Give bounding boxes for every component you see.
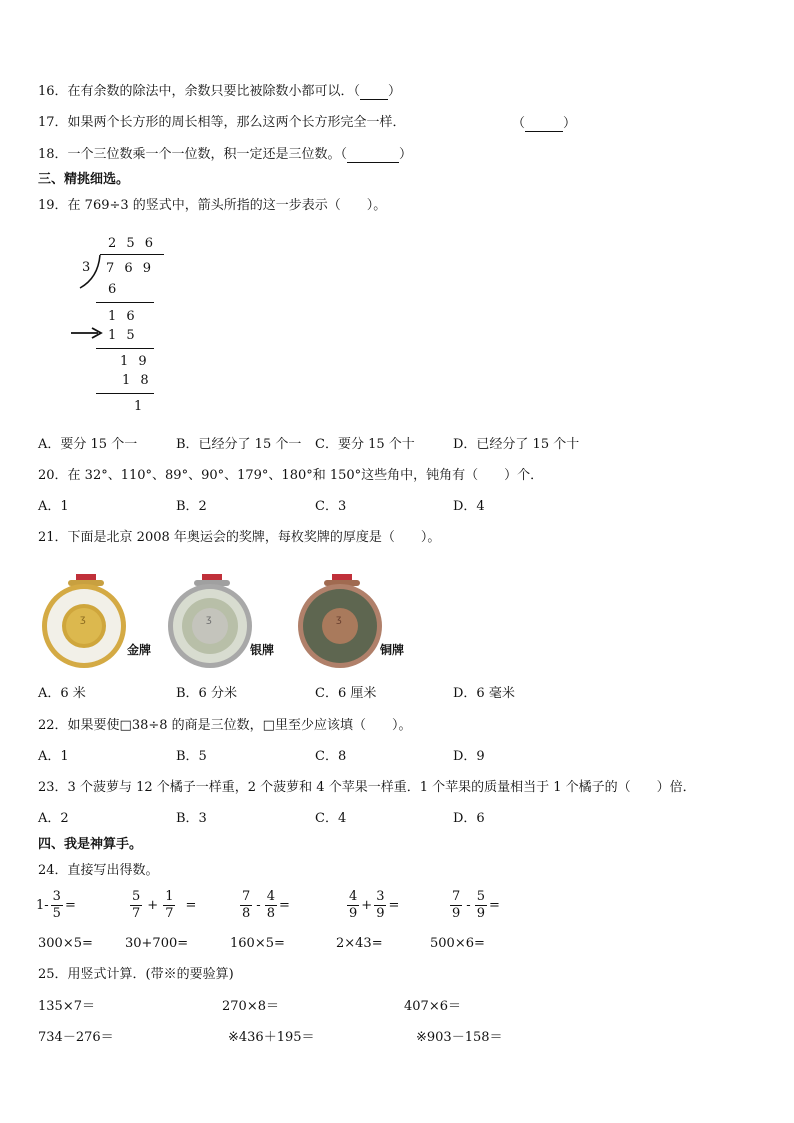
fraction-expr-3 bbox=[238, 889, 290, 922]
remainder: 1 bbox=[134, 399, 146, 414]
equals-sign: = bbox=[388, 898, 400, 913]
division-bar bbox=[100, 254, 164, 255]
step-4: 1 9 bbox=[120, 354, 150, 369]
denominator: 9 bbox=[476, 906, 485, 921]
q18-text: 18．一个三位数乘一个一位数，积一定还是三位数。（ bbox=[38, 147, 348, 162]
numerator: 7 bbox=[452, 889, 461, 904]
vertical-calc-1: 135×7＝ bbox=[38, 999, 95, 1014]
question-24-stem: 24．直接写出得数。 bbox=[38, 863, 159, 878]
bronze-medal-label: 铜牌 bbox=[380, 643, 405, 657]
denominator: 8 bbox=[242, 906, 251, 921]
denominator: 7 bbox=[165, 906, 174, 921]
denominator: 5 bbox=[52, 906, 61, 921]
fraction bbox=[374, 889, 386, 922]
calc-3: 160×5= bbox=[230, 936, 285, 951]
question-25-stem: 25．用竖式计算．(带※的要验算) bbox=[38, 967, 234, 982]
numerator: 4 bbox=[349, 889, 358, 904]
fraction bbox=[130, 889, 142, 922]
q22-option-a[interactable]: A．1 bbox=[38, 749, 69, 764]
denominator: 8 bbox=[266, 906, 275, 921]
answer-blank[interactable] bbox=[525, 115, 563, 132]
fraction-expr-5 bbox=[448, 889, 500, 922]
numerator: 5 bbox=[132, 889, 141, 904]
fraction-expr-4 bbox=[345, 889, 399, 922]
vertical-calc-4: 734－276＝ bbox=[38, 1030, 114, 1045]
fraction bbox=[240, 889, 252, 922]
answer-blank[interactable] bbox=[347, 146, 399, 163]
q23-option-b[interactable]: B．3 bbox=[176, 811, 207, 826]
fraction-expr-2 bbox=[128, 889, 196, 922]
q23-option-c[interactable]: C．4 bbox=[315, 811, 347, 826]
gold-medal-label: 金牌 bbox=[127, 643, 152, 657]
q19-option-b[interactable]: B．已经分了 15 个一 bbox=[176, 437, 302, 452]
q21-option-b[interactable]: B．6 分米 bbox=[176, 686, 237, 701]
vertical-calc-6: ※903－158＝ bbox=[416, 1030, 503, 1045]
long-division bbox=[70, 232, 180, 422]
equals-sign: = bbox=[488, 898, 500, 913]
silver-medal-label: 银牌 bbox=[250, 643, 275, 657]
q20-option-d[interactable]: D．4 bbox=[453, 499, 485, 514]
bronze-medal-image bbox=[296, 572, 426, 676]
q17-answer bbox=[512, 115, 576, 132]
quotient: 2 5 6 bbox=[108, 236, 157, 251]
equals-sign: = bbox=[64, 898, 76, 913]
svg-text:ʒ: ʒ bbox=[80, 614, 86, 625]
question-21-stem: 21．下面是北京 2008 年奥运会的奖牌，每枚奖牌的厚度是（ ）。 bbox=[38, 530, 441, 545]
q21-option-a[interactable]: A．6 米 bbox=[38, 686, 86, 701]
q16-close: ） bbox=[388, 84, 402, 99]
operator: - bbox=[466, 898, 471, 913]
vertical-calc-2: 270×8＝ bbox=[222, 999, 279, 1014]
q17-text: 17．如果两个长方形的周长相等，那么这两个长方形完全一样． bbox=[38, 115, 406, 130]
step-line bbox=[96, 302, 154, 303]
fraction-expr-1 bbox=[36, 889, 76, 922]
gold-medal-image bbox=[40, 572, 170, 676]
q22-option-c[interactable]: C．8 bbox=[315, 749, 347, 764]
section-4-heading: 四、我是神算手。 bbox=[38, 837, 143, 852]
step-line bbox=[96, 393, 154, 394]
fraction bbox=[265, 889, 277, 922]
calc-1: 300×5= bbox=[38, 936, 93, 951]
numerator: 1 bbox=[165, 889, 174, 904]
q21-option-d[interactable]: D．6 毫米 bbox=[453, 686, 515, 701]
question-22-stem: 22．如果要使□38÷8 的商是三位数，□里至少应该填（ ）。 bbox=[38, 718, 412, 733]
fraction bbox=[163, 889, 175, 922]
denominator: 9 bbox=[376, 906, 385, 921]
operator: + bbox=[147, 898, 159, 913]
q19-option-a[interactable]: A．要分 15 个一 bbox=[38, 437, 138, 452]
q22-option-d[interactable]: D．9 bbox=[453, 749, 485, 764]
denominator: 7 bbox=[132, 906, 141, 921]
answer-blank[interactable] bbox=[360, 83, 388, 100]
q20-option-b[interactable]: B．2 bbox=[176, 499, 207, 514]
divisor: 3 bbox=[82, 260, 94, 275]
svg-text:ʒ: ʒ bbox=[336, 614, 342, 625]
q16-text: 16．在有余数的除法中，余数只要比被除数小都可以．（ bbox=[38, 84, 361, 99]
section-3-heading: 三、精挑细选。 bbox=[38, 172, 130, 187]
svg-text:ʒ: ʒ bbox=[206, 614, 212, 625]
step-1: 6 bbox=[108, 282, 120, 297]
q21-option-c[interactable]: C．6 厘米 bbox=[315, 686, 377, 701]
numerator: 5 bbox=[476, 889, 485, 904]
question-19-stem: 19．在 769÷3 的竖式中，箭头所指的这一步表示（ ）。 bbox=[38, 198, 387, 213]
equals-sign: = bbox=[185, 898, 197, 913]
fraction bbox=[450, 889, 462, 922]
division-bracket bbox=[78, 254, 104, 290]
arrow-icon bbox=[70, 326, 104, 340]
q23-option-d[interactable]: D．6 bbox=[453, 811, 485, 826]
fraction bbox=[51, 889, 63, 922]
q23-option-a[interactable]: A．2 bbox=[38, 811, 69, 826]
question-18 bbox=[38, 146, 412, 163]
q22-option-b[interactable]: B．5 bbox=[176, 749, 207, 764]
expr-prefix: 1- bbox=[36, 898, 49, 913]
calc-5: 500×6= bbox=[430, 936, 485, 951]
numerator: 4 bbox=[266, 889, 275, 904]
numerator: 3 bbox=[376, 889, 385, 904]
step-5: 1 8 bbox=[122, 373, 152, 388]
step-3: 1 5 bbox=[108, 328, 138, 343]
step-2: 1 6 bbox=[108, 309, 138, 324]
question-20-stem: 20．在 32°、110°、89°、90°、179°、180°和 150°这些角中，钝角有（ ）个． bbox=[38, 468, 544, 483]
fraction bbox=[347, 889, 359, 922]
q20-option-a[interactable]: A．1 bbox=[38, 499, 69, 514]
vertical-calc-5: ※436＋195＝ bbox=[228, 1030, 315, 1045]
q17-close: ） bbox=[563, 116, 577, 131]
calc-4: 2×43= bbox=[336, 936, 383, 951]
fraction bbox=[475, 889, 487, 922]
numerator: 7 bbox=[242, 889, 251, 904]
q19-option-c[interactable]: C．要分 15 个十 bbox=[315, 437, 415, 452]
question-17 bbox=[38, 115, 406, 131]
question-23-stem: 23．3 个菠萝与 12 个橘子一样重，2 个菠萝和 4 个苹果一样重．1 个苹果的质量相当于 1 个橘子的（ ）倍． bbox=[38, 780, 696, 795]
operator: - bbox=[256, 898, 261, 913]
q20-option-c[interactable]: C．3 bbox=[315, 499, 347, 514]
dividend: 7 6 9 bbox=[106, 261, 155, 276]
question-16 bbox=[38, 83, 401, 100]
q17-open: （ bbox=[512, 116, 526, 131]
silver-medal-image bbox=[166, 572, 296, 676]
step-line bbox=[96, 348, 154, 349]
denominator: 9 bbox=[452, 906, 461, 921]
numerator: 3 bbox=[52, 889, 61, 904]
q18-close: ） bbox=[399, 147, 413, 162]
equals-sign: = bbox=[278, 898, 290, 913]
vertical-calc-3: 407×6＝ bbox=[404, 999, 461, 1014]
q19-option-d[interactable]: D．已经分了 15 个十 bbox=[453, 437, 580, 452]
denominator: 9 bbox=[349, 906, 358, 921]
operator: + bbox=[361, 898, 373, 913]
calc-2: 30+700= bbox=[125, 936, 189, 951]
